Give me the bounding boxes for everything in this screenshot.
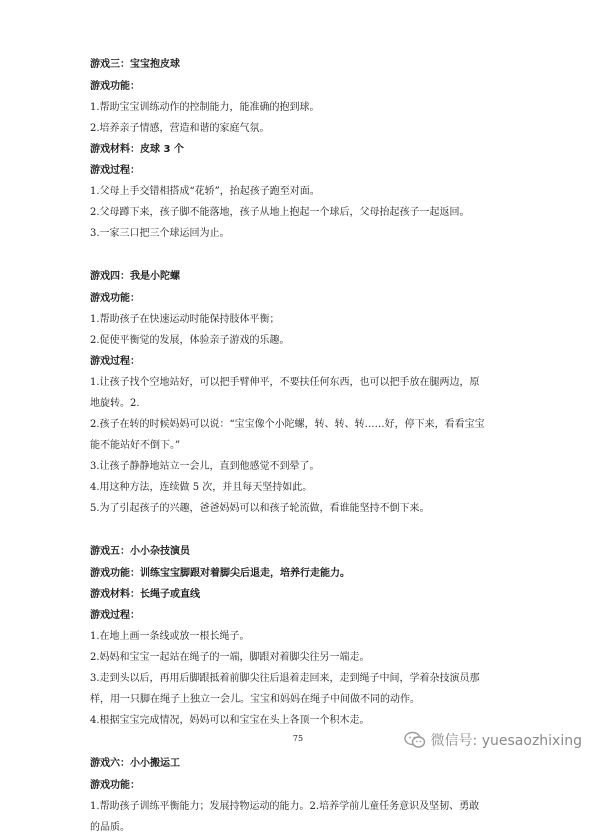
text-line: 地旋转。2. — [90, 398, 140, 409]
text-line: 4.根据宝宝完成情况，妈妈可以和宝宝在头上各顶一个积木走。 — [90, 715, 370, 726]
section-label: 游戏过程： — [90, 165, 140, 176]
game-title: 游戏五：小小杂技演员 — [90, 546, 190, 557]
game-section — [90, 541, 570, 731]
section-label: 游戏功能： — [90, 780, 140, 791]
game-title: 游戏六：小小搬运工 — [90, 758, 180, 769]
text-line: 1.在地上画一条线或放一根长绳子。 — [90, 631, 250, 642]
text-line: 2.促使平衡觉的发展，体验亲子游戏的乐趣。 — [90, 335, 290, 346]
text-line: 3.让孩子静静地站立一会儿，直到他感觉不到晕了。 — [90, 461, 320, 472]
text-line: 样，用一只脚在绳子上独立一会儿。宝宝和妈妈在绳子中间做不同的动作。 — [90, 694, 420, 705]
wechat-icon — [404, 731, 426, 749]
game-title: 游戏四：我是小陀螺 — [90, 271, 180, 282]
page-number: 75 — [292, 734, 304, 743]
game-section — [90, 753, 570, 838]
text-line: 2.父母蹲下来，孩子脚不能落地，孩子从地上抱起一个球后，父母抬起孩子一起返回。 — [90, 207, 470, 218]
section-label: 游戏过程： — [90, 610, 140, 621]
section-label: 游戏材料：皮球 3 个 — [90, 144, 184, 155]
section-label: 游戏功能： — [90, 293, 140, 304]
text-line: 2.妈妈和宝宝一起站在绳子的一端，脚跟对着脚尖往另一端走。 — [90, 652, 370, 663]
text-line: 2.培养亲子情感，营造和谐的家庭气氛。 — [90, 123, 270, 134]
text-line: 1.父母上手交错相搭成“花轿”，抬起孩子跑至对面。 — [90, 186, 320, 197]
text-line: 1.让孩子找个空地站好，可以把手臂伸平，不要扶任何东西，也可以把手放在腿两边，原 — [90, 377, 480, 388]
section-label: 游戏材料：长绳子或直线 — [90, 589, 200, 600]
game-section — [90, 54, 570, 244]
document-body — [90, 54, 570, 838]
section-label: 游戏功能：训练宝宝脚跟对着脚尖后退走，培养行走能力。 — [90, 568, 350, 579]
watermark-text: 微信号: yuesaozhixing — [430, 733, 582, 749]
text-line: 的品质。 — [90, 822, 130, 833]
text-line: 2.孩子在转的时候妈妈可以说：“宝宝像个小陀螺，转、转、转……好，停下来，看看宝宝 — [90, 419, 485, 430]
game-title: 游戏三：宝宝抱皮球 — [90, 59, 180, 70]
text-line: 能不能站好不倒下。” — [90, 440, 181, 451]
game-section — [90, 266, 570, 519]
text-line: 1.帮助孩子在快速运动时能保持肢体平衡； — [90, 314, 280, 325]
section-label: 游戏功能： — [90, 81, 140, 92]
text-line: 1.帮助孩子训练平衡能力；发展持物运动的能力。2.培养学前儿童任务意识及坚韧、勇敢 — [90, 801, 480, 812]
section-label: 游戏过程： — [90, 356, 140, 367]
text-line: 1.帮助宝宝训练动作的控制能力，能准确的抱到球。 — [90, 102, 320, 113]
text-line: 4.用这种方法，连续做 5 次，并且每天坚持如此。 — [90, 482, 313, 493]
text-line: 3.一家三口把三个球运回为止。 — [90, 228, 230, 239]
wechat-watermark — [404, 730, 582, 750]
text-line: 3.走到头以后，再用后脚跟抵着前脚尖往后退着走回来，走到绳子中间，学着杂技演员那 — [90, 673, 480, 684]
text-line: 5.为了引起孩子的兴趣，爸爸妈妈可以和孩子轮流做，看谁能坚持不倒下来。 — [90, 503, 430, 514]
